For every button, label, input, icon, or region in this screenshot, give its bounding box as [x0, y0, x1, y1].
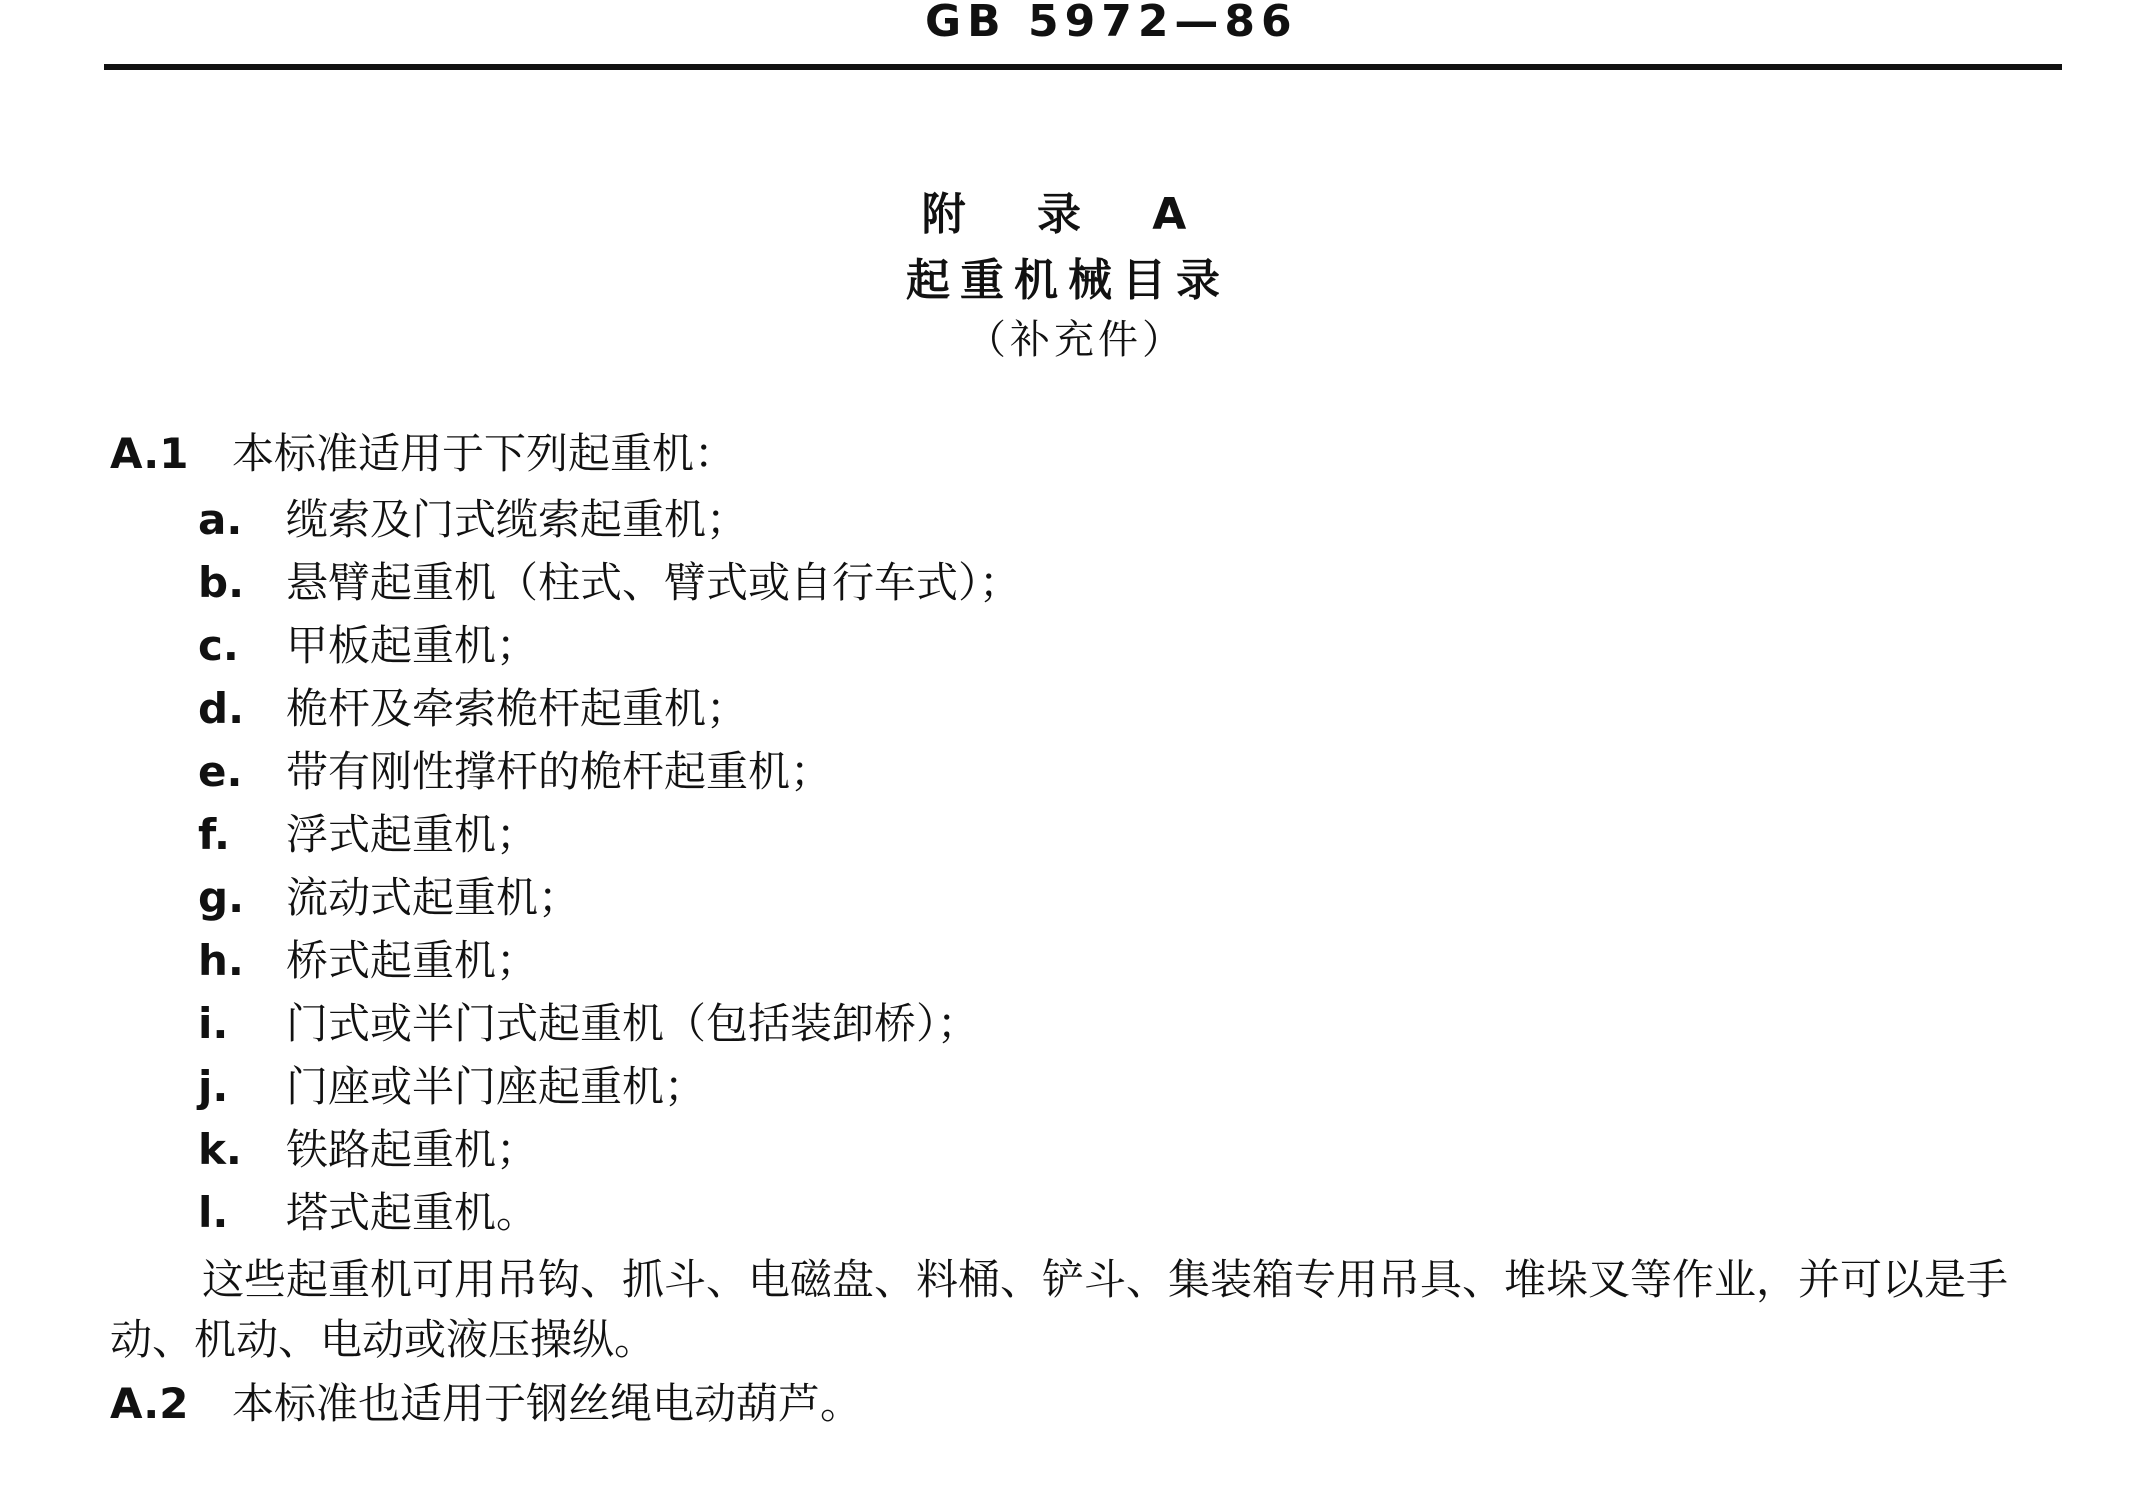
list-item — [198, 494, 748, 546]
item-text: 桅杆及牵索桅杆起重机； — [286, 684, 749, 733]
clause-number: A.1 — [110, 429, 189, 478]
item-text: 带有刚性撑杆的桅杆起重机； — [286, 747, 833, 796]
item-letter: e. — [198, 747, 243, 796]
body-paragraph: 这些起重机可用吊钩、抓斗、电磁盘、料桶、铲斗、集装箱专用吊具、堆垛叉等作业，并可以是手动、机动、电动或液压操纵。 — [110, 1255, 2009, 1364]
item-letter: h. — [198, 936, 244, 985]
item-text: 铁路起重机； — [286, 1125, 539, 1174]
list-item — [198, 1124, 538, 1176]
list-item — [198, 620, 538, 672]
list-item — [198, 809, 538, 861]
list-item — [198, 1061, 706, 1113]
item-letter: i. — [198, 999, 229, 1048]
list-item — [198, 683, 748, 735]
item-text: 缆索及门式缆索起重机； — [286, 495, 749, 544]
standard-code: GB 5972—86 — [925, 0, 1298, 47]
clause-text: 本标准适用于下列起重机： — [232, 429, 737, 478]
item-letter: f. — [198, 810, 230, 859]
list-item — [198, 746, 832, 798]
list-item — [198, 998, 979, 1050]
item-text: 桥式起重机； — [286, 936, 539, 985]
item-text: 甲板起重机； — [286, 621, 539, 670]
appendix-label: 附 录 A — [921, 189, 1215, 240]
item-letter: b. — [198, 558, 245, 607]
item-text: 流动式起重机； — [286, 873, 581, 922]
item-text: 浮式起重机； — [286, 810, 539, 859]
item-text: 悬臂起重机（柱式、臂式或自行车式）； — [286, 558, 1022, 607]
item-text: 门式或半门式起重机（包括装卸桥）； — [286, 999, 980, 1048]
appendix-title: 起重机械目录 — [906, 255, 1230, 306]
clause-text: 本标准也适用于钢丝绳电动葫芦。 — [232, 1379, 863, 1428]
item-letter: c. — [198, 621, 239, 670]
item-text: 塔式起重机。 — [286, 1188, 539, 1237]
list-item — [198, 935, 538, 987]
item-letter: l. — [198, 1188, 229, 1237]
item-letter: g. — [198, 873, 245, 922]
list-item — [198, 557, 1021, 609]
list-item — [198, 1187, 538, 1239]
item-text: 门座或半门座起重机； — [286, 1062, 707, 1111]
appendix-note: （补充件） — [966, 317, 1186, 363]
clause-a1 — [110, 428, 736, 480]
clause-a2 — [110, 1378, 862, 1430]
item-letter: d. — [198, 684, 245, 733]
clause-number: A.2 — [110, 1379, 189, 1428]
header-rule — [104, 64, 2062, 70]
list-item — [198, 872, 580, 924]
item-letter: k. — [198, 1125, 242, 1174]
item-letter: j. — [198, 1062, 229, 1111]
item-letter: a. — [198, 495, 243, 544]
